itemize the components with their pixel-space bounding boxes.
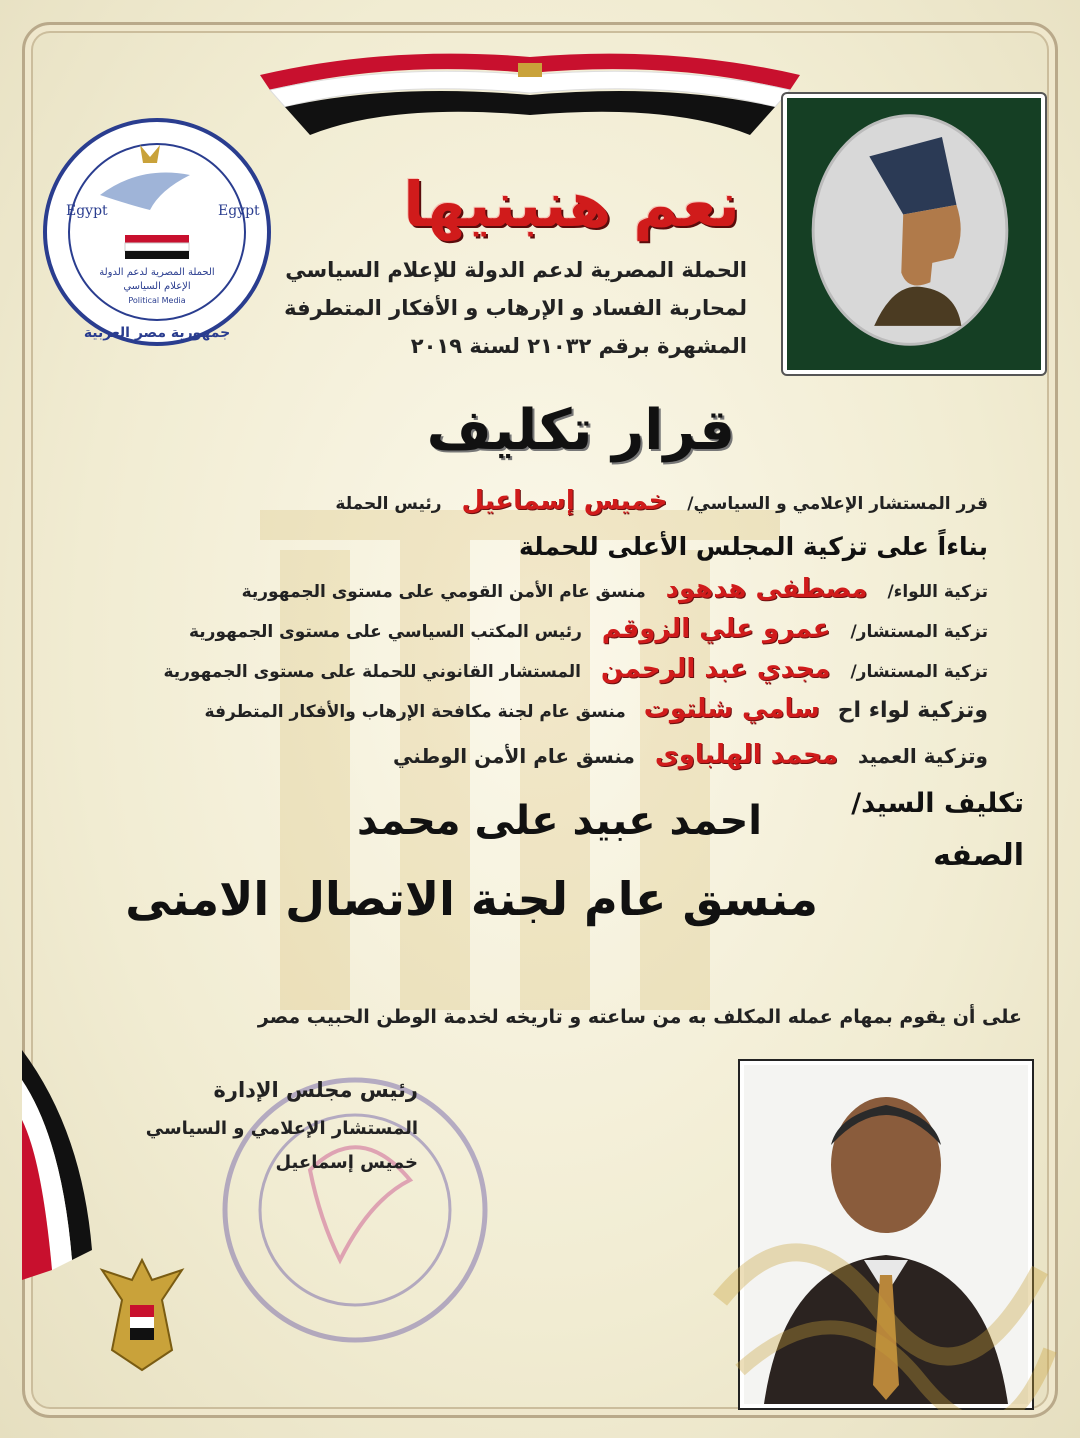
logo-egypt-left: Egypt (66, 203, 108, 219)
headline: نعم هنبنيها (403, 168, 740, 241)
endorsement-prefix: تزكية المستشار/ (850, 662, 988, 682)
issuer-role: رئيس الحملة (335, 494, 442, 514)
signature-role: المستشار الإعلامي و السياسي (145, 1118, 418, 1139)
endorsement-row (205, 694, 988, 724)
flag-ribbon-icon (250, 35, 810, 155)
endorsement-prefix: وتزكية لواء اح (837, 698, 988, 723)
nefertiti-portrait (783, 94, 1045, 374)
assignee-name: احمد عبيد على محمد (357, 798, 762, 844)
logo-inner-line3: Political Media (128, 296, 186, 305)
endorsement-prefix: تزكية المستشار/ (850, 622, 988, 642)
endorsement-row (393, 740, 988, 770)
endorsement-name: محمد الهلباوى (654, 740, 839, 770)
script-watermark-icon (700, 1050, 1060, 1410)
signature-name: خميس إسماعيل (275, 1152, 418, 1173)
signature-title: رئيس مجلس الإدارة (213, 1078, 418, 1102)
basis-line: بناءاً على تزكية المجلس الأعلى للحملة (518, 532, 988, 561)
issuer-line (335, 486, 988, 516)
endorsement-row (163, 654, 988, 684)
endorsement-row (242, 574, 988, 604)
endorsement-name: عمرو علي الزوقم (601, 614, 831, 644)
logo-egypt-right: Egypt (218, 203, 260, 219)
logo-bottom-arc: جمهورية مصر العربية (83, 325, 231, 341)
assign-label: تكليف السيد/ (851, 788, 1024, 819)
endorsement-name: مجدي عبد الرحمن (600, 654, 831, 684)
nefertiti-bust-icon (787, 98, 1033, 362)
issuer-name: خميس إسماعيل (461, 486, 668, 516)
registration-line: المشهرة برقم ٢١٠٣٢ لسنة ٢٠١٩ (410, 334, 747, 358)
seal-stamp-icon (190, 1060, 520, 1360)
decision-title: قرار تكليف (426, 398, 735, 463)
endorsement-name: سامي شلتوت (643, 694, 820, 724)
endorsement-role: منسق عام الأمن القومي على مستوى الجمهورية (241, 582, 646, 602)
endorsement-row (189, 614, 988, 644)
eagle-of-saladin-icon (102, 1260, 182, 1370)
endorsement-prefix: تزكية اللواء/ (887, 582, 988, 602)
endorsement-role: منسق عام لجنة مكافحة الإرهاب والأفكار المتطرفة (204, 702, 626, 722)
campaign-line1: الحملة المصرية لدعم الدولة للإعلام السياسي (285, 258, 747, 282)
endorsement-name: مصطفى هدهود (665, 574, 868, 604)
endorsement-prefix: وتزكية العميد (857, 744, 988, 768)
endorsement-role: المستشار القانوني للحملة على مستوى الجمهورية (163, 662, 581, 682)
campaign-logo-icon (40, 115, 275, 350)
issuer-prefix: قرر المستشار الإعلامي و السياسي/ (687, 494, 988, 514)
endorsement-role: منسق عام الأمن الوطني (393, 744, 635, 768)
logo-inner-line1: الحملة المصرية لدعم الدولة (99, 267, 215, 278)
role-label: الصفه (933, 838, 1024, 873)
closing-line: على أن يقوم بمهام عمله المكلف به من ساعته و تاريخه لخدمة الوطن الحبيب مصر (257, 1006, 1022, 1028)
endorsement-role: رئيس المكتب السياسي على مستوى الجمهورية (188, 622, 582, 642)
campaign-line2: لمحاربة الفساد و الإرهاب و الأفكار المتطرفة (284, 296, 747, 320)
logo-inner-line2: الإعلام السياسي (123, 281, 191, 292)
assignee-role: منسق عام لجنة الاتصال الامنى (125, 872, 818, 926)
